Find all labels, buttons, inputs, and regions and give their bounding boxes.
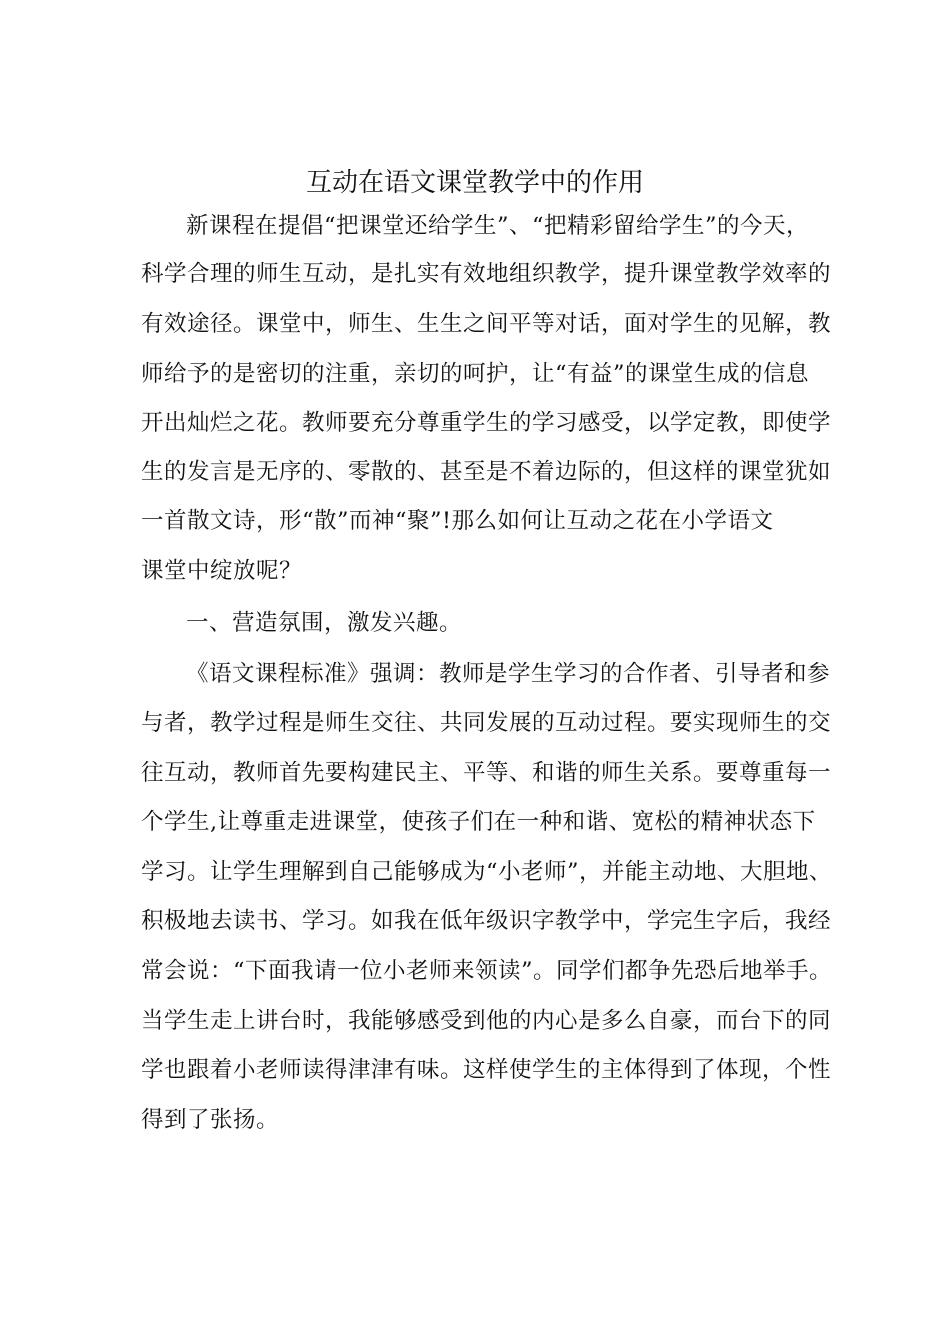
paragraph-line: 积极地去读书、学习。如我在低年级识字教学中，学完生字后，我经 <box>141 908 832 934</box>
paragraph-line: 生的发言是无序的、零散的、甚至是不着边际的，但这样的课堂犹如 <box>141 459 832 485</box>
paragraph-line: 课堂中绽放呢？ <box>141 558 303 584</box>
paragraph-line: 开出灿烂之花。教师要充分尊重学生的学习感受，以学定教，即使学 <box>141 410 832 436</box>
paragraph-line: 学习。让学生理解到自己能够成为“小老师”，并能主动地、大胆地、 <box>141 859 833 885</box>
section-heading: 一、营造氛围，激发兴趣。 <box>186 610 463 636</box>
paragraph-line: 科学合理的师生互动，是扎实有效地组织教学，提升课堂教学效率的 <box>141 261 832 287</box>
paragraph-line: 与者，教学过程是师生交往、共同发展的互动过程。要实现师生的交 <box>141 710 832 736</box>
paragraph-line: 《语文课程标准》强调：教师是学生学习的合作者、引导者和参 <box>186 661 831 687</box>
paragraph-line: 得到了张扬。 <box>141 1107 280 1133</box>
paragraph-line: 学也跟着小老师读得津津有味。这样使学生的主体得到了体现，个性 <box>141 1057 832 1083</box>
paragraph-line: 常会说：“下面我请一位小老师来领读”。同学们都争先恐后地举手。 <box>141 958 833 984</box>
paragraph-line: 新课程在提倡“把课堂还给学生”、“把精彩留给学生”的今天， <box>186 213 810 239</box>
document-title: 互动在语文课堂教学中的作用 <box>305 168 644 198</box>
paragraph-line: 当学生走上讲台时，我能够感受到他的内心是多么自豪，而台下的同 <box>141 1008 832 1034</box>
paragraph-line: 有效途径。课堂中，师生、生生之间平等对话，面对学生的见解，教 <box>141 311 832 337</box>
paragraph-line: 一首散文诗，形“散”而神“聚”!那么如何让互动之花在小学语文 <box>141 508 774 534</box>
paragraph-line: 师给予的是密切的注重，亲切的呵护，让“有益”的课堂生成的信息 <box>141 361 810 387</box>
paragraph-line: 个学生,让尊重走进课堂，使孩子们在一种和谐、宽松的精神状态下 <box>141 809 816 835</box>
paragraph-line: 往互动，教师首先要构建民主、平等、和谐的师生关系。要尊重每一 <box>141 760 832 786</box>
